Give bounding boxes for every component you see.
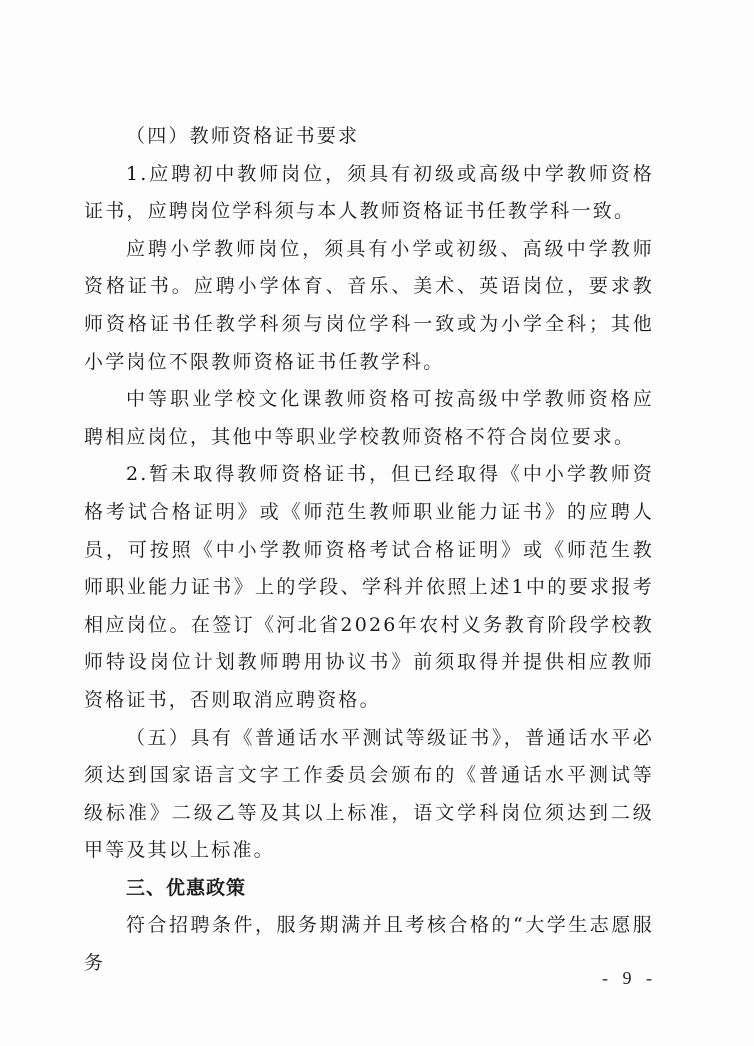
paragraph-pending-certificate: 2.暂未取得教师资格证书，但已经取得《中小学教师资格考试合格证明》或《师范生教师职业能力证书》的应聘人员，可按照《中小学教师资格考试合格证明》或《师范生教师职业能力证书》上的学段、学科并依照上述1中的要求报考相应岗位。在签订《河北省2026年农村义务教育阶段学校教师特设岗位计划教师聘用协议书》前须取得并提供相应教师资格证书，否则取消应聘资格。 <box>84 463 654 711</box>
section-heading-teacher-certificate: （四）教师资格证书要求 <box>126 125 360 147</box>
section-heading-preferential-policy: 三、优惠政策 <box>126 876 247 899</box>
paragraph-mandarin-certificate: （五）具有《普通话水平测试等级证书》，普通话水平必须达到国家语言文字工作委员会颁布的《普通话水平测试等级标准》二级乙等及其以上标准，语文学科岗位须达到二级甲等及其以上标准。 <box>84 726 654 862</box>
paragraph-vocational-school: 中等职业学校文化课教师资格可按高级中学教师资格应聘相应岗位，其他中等职业学校教师资格不符合岗位要求。 <box>84 388 654 448</box>
paragraph-primary-school-requirement: 应聘小学教师岗位，须具有小学或初级、高级中学教师资格证书。应聘小学体育、音乐、美术、英语岗位，要求教师资格证书任教学科须与岗位学科一致或为小学全科；其他小学岗位不限教师资格证书任教学科。 <box>84 237 654 373</box>
paragraph-middle-school-requirement: 1.应聘初中教师岗位，须具有初级或高级中学教师资格证书，应聘岗位学科须与本人教师资格证书任教学科一致。 <box>84 162 654 223</box>
body-text <box>84 118 654 983</box>
paragraph-policy-intro: 符合招聘条件，服务期满并且考核合格的“大学生志愿服务 <box>84 914 654 975</box>
page-number: - 9 - <box>602 968 657 988</box>
